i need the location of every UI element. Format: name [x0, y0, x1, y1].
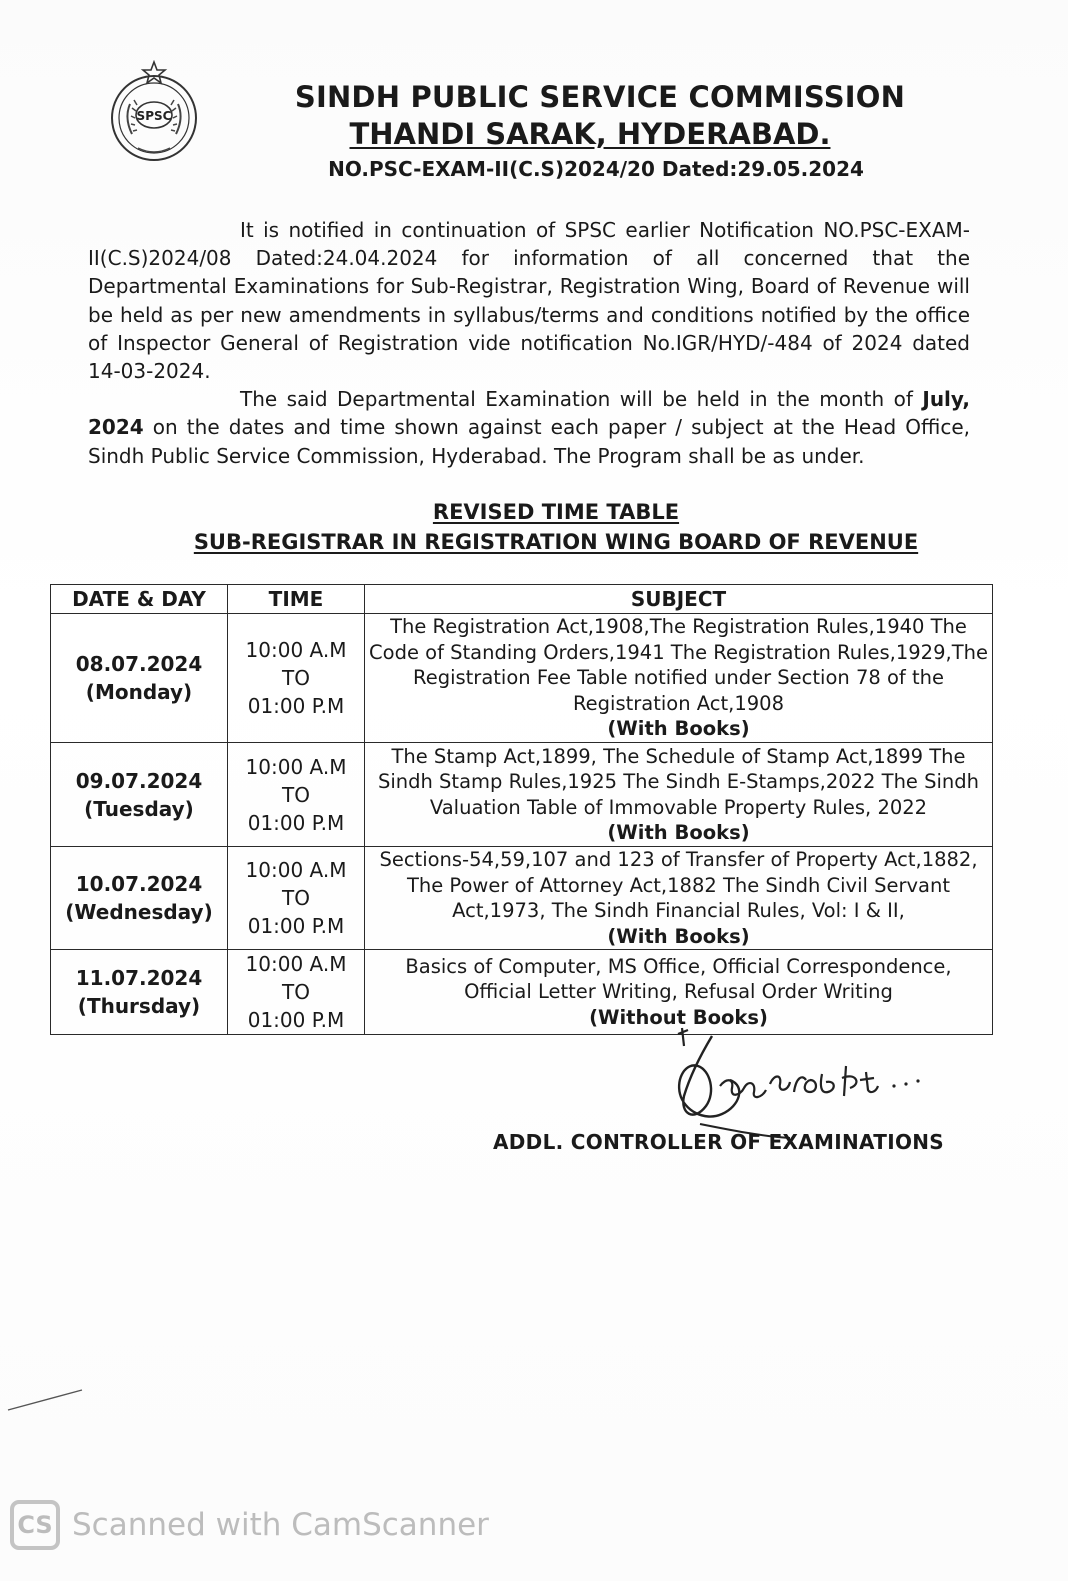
books-note: (Without Books) — [589, 1005, 768, 1029]
date-cell — [51, 614, 228, 743]
date-cell — [51, 847, 228, 950]
time-end: 01:00 P.M — [247, 810, 345, 835]
column-header-subject: SUBJECT — [365, 585, 993, 614]
paragraph-2-text: The said Departmental Examination will be held in the month of — [240, 387, 923, 412]
exam-day: (Monday) — [85, 680, 193, 704]
signature-icon — [660, 1026, 940, 1146]
exam-day: (Tuesday) — [84, 796, 194, 821]
time-cell — [228, 847, 365, 950]
time-start: 10:00 A.M — [245, 952, 347, 976]
paragraph-1: It is notified in continuation of SPSC earlier Notification NO.PSC-EXAM-II(C.S)2024/08 Dated:24.04.2024 for information of all concerned that the Departmental Examinations for Sub-Registrar, Registration Wing, Board of Revenue will be held as per new amendments in syllabus/terms and conditions notified by the office of Inspector General of Registration vide notification No.IGR/HYD/-484 of 2024 dated 14-03-2024. — [88, 218, 970, 384]
exam-day: (Thursday) — [77, 994, 201, 1018]
camscanner-watermark — [10, 1500, 489, 1550]
books-note: (With Books) — [607, 717, 750, 741]
time-to: TO — [282, 666, 310, 690]
letterhead — [260, 78, 940, 184]
timetable-heading — [50, 498, 1062, 557]
exam-date: 11.07.2024 — [75, 966, 203, 990]
books-note: (With Books) — [607, 821, 750, 844]
table-header-row — [51, 585, 993, 614]
time-end: 01:00 P.M — [247, 1008, 345, 1032]
paragraph-2 — [88, 385, 970, 470]
subject-text: Basics of Computer, MS Office, Official Correspondence, Official Letter Writing, Refusal Order Writing — [405, 954, 952, 1004]
exam-date: 08.07.2024 — [75, 652, 203, 676]
books-note: (With Books) — [607, 924, 750, 948]
exam-month: July, 2024 — [88, 387, 970, 440]
exam-day: (Wednesday) — [65, 900, 213, 924]
date-cell — [51, 743, 228, 847]
time-start: 10:00 A.M — [245, 754, 347, 779]
camscanner-text: Scanned with CamScanner — [72, 1507, 489, 1543]
signatory-designation: ADDL. CONTROLLER OF EXAMINATIONS — [493, 1130, 944, 1154]
column-header-time: TIME — [228, 585, 365, 614]
time-start: 10:00 A.M — [245, 858, 347, 882]
time-start: 10:00 A.M — [245, 638, 347, 662]
table-row — [51, 950, 993, 1035]
table-row — [51, 614, 993, 743]
table-row — [51, 743, 993, 847]
exam-date: 10.07.2024 — [75, 872, 203, 896]
subject-cell — [365, 614, 993, 743]
table-row — [51, 847, 993, 950]
svg-text:SPSC: SPSC — [136, 109, 172, 123]
column-header-date: DATE & DAY — [51, 585, 228, 614]
date-cell — [51, 950, 228, 1035]
paragraph-2-text-end: on the dates and time shown against each paper / subject at the Head Office, Sindh Public Service Commission, Hyderabad. The Program shall be as under. — [88, 415, 970, 468]
timetable-subtitle: SUB-REGISTRAR IN REGISTRATION WING BOARD OF REVENUE — [193, 530, 919, 554]
spsc-emblem-icon — [104, 60, 204, 164]
notification-body — [88, 216, 970, 470]
scan-artifact-icon — [6, 1386, 86, 1416]
subject-cell — [365, 950, 993, 1035]
timetable-title: REVISED TIME TABLE — [432, 500, 680, 524]
timetable — [50, 584, 993, 1035]
time-to: TO — [282, 886, 310, 910]
time-end: 01:00 P.M — [247, 694, 345, 718]
subject-text: The Stamp Act,1899, The Schedule of Stamp Act,1899 The Sindh Stamp Rules,1925 The Sindh E-Stamps,2022 The Sindh Valuation Table of Immovable Property Rules, 2022 — [377, 744, 980, 819]
organization-address: THANDI SARAK, HYDERABAD. — [349, 117, 831, 151]
organization-name: SINDH PUBLIC SERVICE COMMISSION — [294, 80, 906, 114]
subject-text: The Registration Act,1908,The Registration Rules,1940 The Code of Standing Orders,1941 The Registration Rules,1929,The Registration Fee Table notified under Section 78 of the Registration Act,1908 — [369, 615, 988, 715]
exam-date: 09.07.2024 — [75, 768, 203, 793]
reference-number: NO.PSC-EXAM-II(C.S)2024/20 Dated:29.05.2024 — [328, 157, 864, 181]
subject-cell — [365, 847, 993, 950]
time-to: TO — [282, 782, 310, 807]
time-to: TO — [282, 980, 310, 1004]
time-end: 01:00 P.M — [247, 914, 345, 938]
camscanner-logo-icon: CS — [10, 1500, 60, 1550]
time-cell — [228, 743, 365, 847]
time-cell — [228, 614, 365, 743]
subject-cell — [365, 743, 993, 847]
subject-text: Sections-54,59,107 and 123 of Transfer of Property Act,1882, The Power of Attorney Act,1882 The Sindh Civil Servant Act,1973, The Sindh Financial Rules, Vol: I & II, — [379, 848, 978, 922]
time-cell — [228, 950, 365, 1035]
